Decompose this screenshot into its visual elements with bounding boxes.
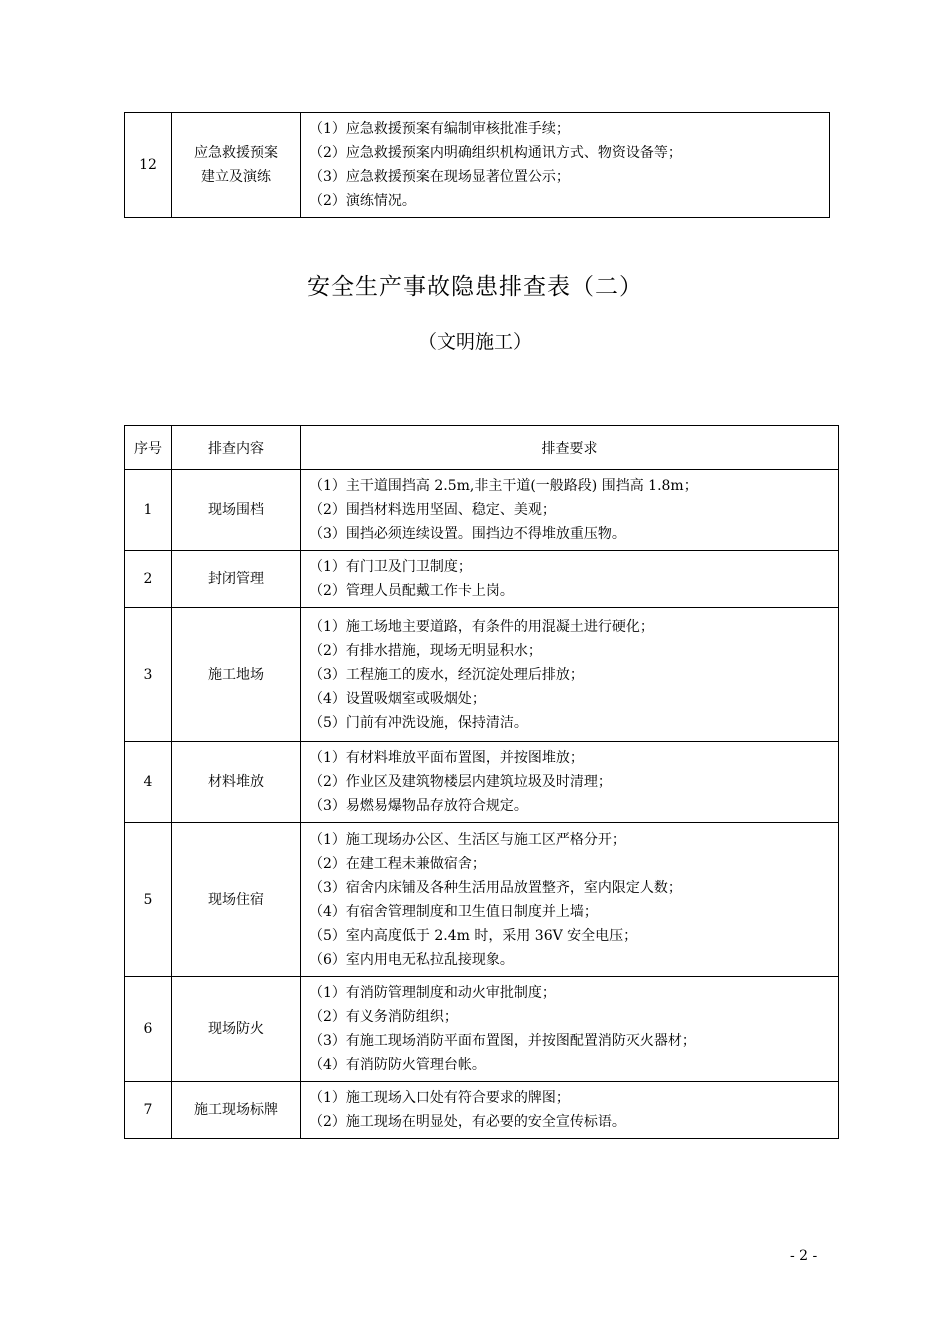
- table-row: [125, 1082, 839, 1139]
- requirement-line: （5）室内高度低于 2.4m 时，采用 36V 安全电压；: [309, 927, 638, 944]
- requirement-line: （1）施工场地主要道路，有条件的用混凝土进行硬化；: [309, 618, 654, 635]
- requirement-line: （1）施工现场办公区、生活区与施工区严格分开；: [309, 831, 626, 848]
- requirement-line: （2）作业区及建筑物楼层内建筑垃圾及时清理；: [309, 774, 612, 790]
- table-row: [125, 113, 830, 218]
- table-row: [125, 470, 839, 551]
- table-row: [125, 608, 839, 742]
- requirement-line: （3）围挡必须连续设置。围挡边不得堆放重压物。: [309, 526, 626, 542]
- requirement-line: （3）工程施工的废水，经沉淀处理后排放；: [309, 666, 584, 683]
- requirement-line: （4）有宿舍管理制度和卫生值日制度并上墙；: [309, 903, 598, 920]
- table-row: [125, 977, 839, 1082]
- row-item: 封闭管理: [172, 551, 301, 608]
- row-number: 7: [125, 1082, 172, 1139]
- row-item: 施工地场: [172, 608, 301, 742]
- requirement-line: （2）演练情况。: [309, 193, 416, 209]
- requirement-line: （2）管理人员配戴工作卡上岗。: [309, 583, 514, 599]
- requirement-line: （2）在建工程未兼做宿舍；: [309, 855, 486, 872]
- requirement-line: （2）应急救援预案内明确组织机构通讯方式、物资设备等；: [309, 145, 682, 161]
- requirement-line: （1）施工现场入口处有符合要求的牌图；: [309, 1090, 570, 1106]
- row-requirements: [301, 1082, 839, 1139]
- row-item: 材料堆放: [172, 742, 301, 823]
- row-item: 现场防火: [172, 977, 301, 1082]
- table-row: [125, 742, 839, 823]
- row-item: 现场住宿: [172, 823, 301, 977]
- row-requirements: [301, 742, 839, 823]
- row-item: 施工现场标牌: [172, 1082, 301, 1139]
- requirement-line: （4）设置吸烟室或吸烟处；: [309, 690, 486, 707]
- inspection-table: [124, 425, 839, 1139]
- requirement-line: （2）有排水措施，现场无明显积水；: [309, 642, 542, 659]
- row-requirements: [301, 608, 839, 742]
- row-item: 现场围档: [172, 470, 301, 551]
- requirement-line: （3）易燃易爆物品存放符合规定。: [309, 798, 528, 814]
- requirement-line: （1）有门卫及门卫制度；: [309, 559, 472, 575]
- row-item-line: 应急救援预案: [194, 145, 278, 161]
- row-number: 3: [125, 608, 172, 742]
- requirement-line: （2）施工现场在明显处，有必要的安全宣传标语。: [309, 1114, 626, 1130]
- table-row: [125, 823, 839, 977]
- requirement-line: （2）围挡材料选用坚固、稳定、美观；: [309, 502, 556, 518]
- row-item-line: 建立及演练: [201, 169, 271, 185]
- row-number: 2: [125, 551, 172, 608]
- header-number: 序号: [125, 426, 172, 470]
- continued-table: [124, 112, 830, 218]
- header-requirements: 排查要求: [301, 426, 839, 470]
- requirement-line: （1）应急救援预案有编制审核批准手续；: [309, 121, 570, 137]
- requirement-line: （3）应急救援预案在现场显著位置公示；: [309, 169, 570, 185]
- header-item: 排查内容: [172, 426, 301, 470]
- requirement-line: （1）有消防管理制度和动火审批制度；: [309, 985, 556, 1001]
- row-requirements: [301, 551, 839, 608]
- requirement-line: （3）有施工现场消防平面布置图，并按图配置消防灭火器材；: [309, 1033, 696, 1049]
- row-number: 6: [125, 977, 172, 1082]
- row-number: 5: [125, 823, 172, 977]
- requirement-line: （2）有义务消防组织；: [309, 1009, 458, 1025]
- requirement-line: （4）有消防防火管理台帐。: [309, 1057, 486, 1073]
- requirement-line: （5）门前有冲洗设施，保持清洁。: [309, 714, 528, 731]
- page-title: 安全生产事故隐患排查表（二）: [307, 274, 643, 300]
- requirement-line: （1）有材料堆放平面布置图，并按图堆放；: [309, 750, 584, 766]
- row-requirements: [301, 470, 839, 551]
- row-requirements: [301, 977, 839, 1082]
- table-row: [125, 551, 839, 608]
- row-requirements: [301, 113, 830, 218]
- row-number: 12: [125, 113, 172, 218]
- table-header-row: [125, 426, 839, 470]
- requirement-line: （6）室内用电无私拉乱接现象。: [309, 951, 514, 968]
- row-item: [172, 113, 301, 218]
- requirement-line: （1）主干道围挡高 2.5m,非主干道(一般路段) 围挡高 1.8m；: [309, 478, 698, 494]
- row-number: 1: [125, 470, 172, 551]
- page-number: - 2 -: [790, 1248, 818, 1264]
- requirement-line: （3）宿舍内床铺及各种生活用品放置整齐，室内限定人数；: [309, 879, 682, 896]
- row-number: 4: [125, 742, 172, 823]
- row-requirements: [301, 823, 839, 977]
- page-subtitle: （文明施工）: [417, 331, 532, 353]
